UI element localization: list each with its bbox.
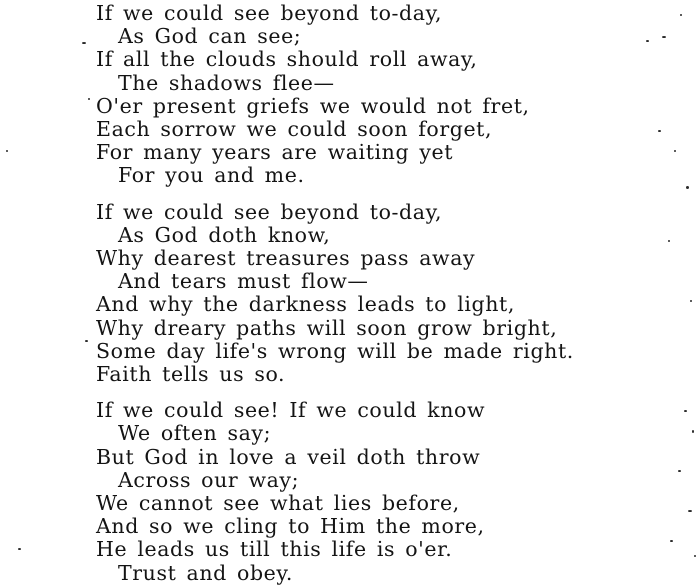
speck: [688, 510, 692, 512]
speck: [680, 14, 682, 16]
poem-line: As God doth know,: [118, 222, 331, 247]
speck: [668, 240, 670, 242]
speck: [88, 98, 90, 100]
speck: [18, 548, 21, 550]
speck: [690, 300, 692, 302]
poem-line: Why dreary paths will soon grow bright,: [96, 315, 558, 340]
speck: [85, 340, 88, 342]
poem-line: But God in love a veil doth throw: [96, 444, 481, 469]
stanza-2: [96, 201, 676, 387]
speck: [684, 410, 687, 412]
poem-line: We cannot see what lies before,: [96, 491, 460, 516]
poem-line: We often say;: [118, 421, 272, 446]
speck: [692, 430, 694, 433]
poem-line: Why dearest treasures pass away: [96, 246, 476, 271]
poem-line: The shadows flee—: [118, 70, 335, 95]
speck: [646, 40, 649, 42]
poem: [96, 2, 676, 585]
poem-line: Across our way;: [118, 467, 300, 492]
scan-noise: [640, 0, 700, 571]
poem-line: If all the clouds should roll away,: [96, 47, 478, 72]
speck: [82, 42, 86, 44]
poem-line: Faith tells us so.: [96, 362, 286, 387]
poem-line: If we could see beyond to-day,: [96, 1, 443, 25]
poem-line: O'er present griefs we would not fret,: [96, 93, 530, 118]
speck: [662, 36, 666, 38]
speck: [694, 555, 696, 557]
poem-line: Each sorrow we could soon forget,: [96, 117, 493, 142]
poem-line: He leads us till this life is o'er.: [96, 537, 453, 562]
poem-line: And tears must flow—: [118, 269, 369, 294]
speck: [678, 470, 681, 472]
speck: [674, 150, 676, 152]
speck: [670, 540, 673, 542]
poem-line: If we could see beyond to-day,: [96, 199, 443, 224]
poem-line: As God can see;: [118, 24, 302, 49]
poem-line: And why the darkness leads to light,: [96, 292, 515, 317]
speck: [686, 186, 689, 189]
poem-line: If we could see! If we could know: [96, 398, 486, 423]
poem-line: And so we cling to Him the more,: [96, 514, 485, 539]
speck: [658, 130, 661, 132]
poem-line: For many years are waiting yet: [96, 140, 454, 165]
stanza-3: [96, 399, 676, 585]
poem-line: Trust and obey.: [118, 560, 293, 585]
stanza-1: [96, 2, 676, 188]
poem-line: Some day life's wrong will be made right.: [96, 338, 574, 363]
poem-line: For you and me.: [118, 163, 305, 188]
speck: [6, 150, 8, 152]
